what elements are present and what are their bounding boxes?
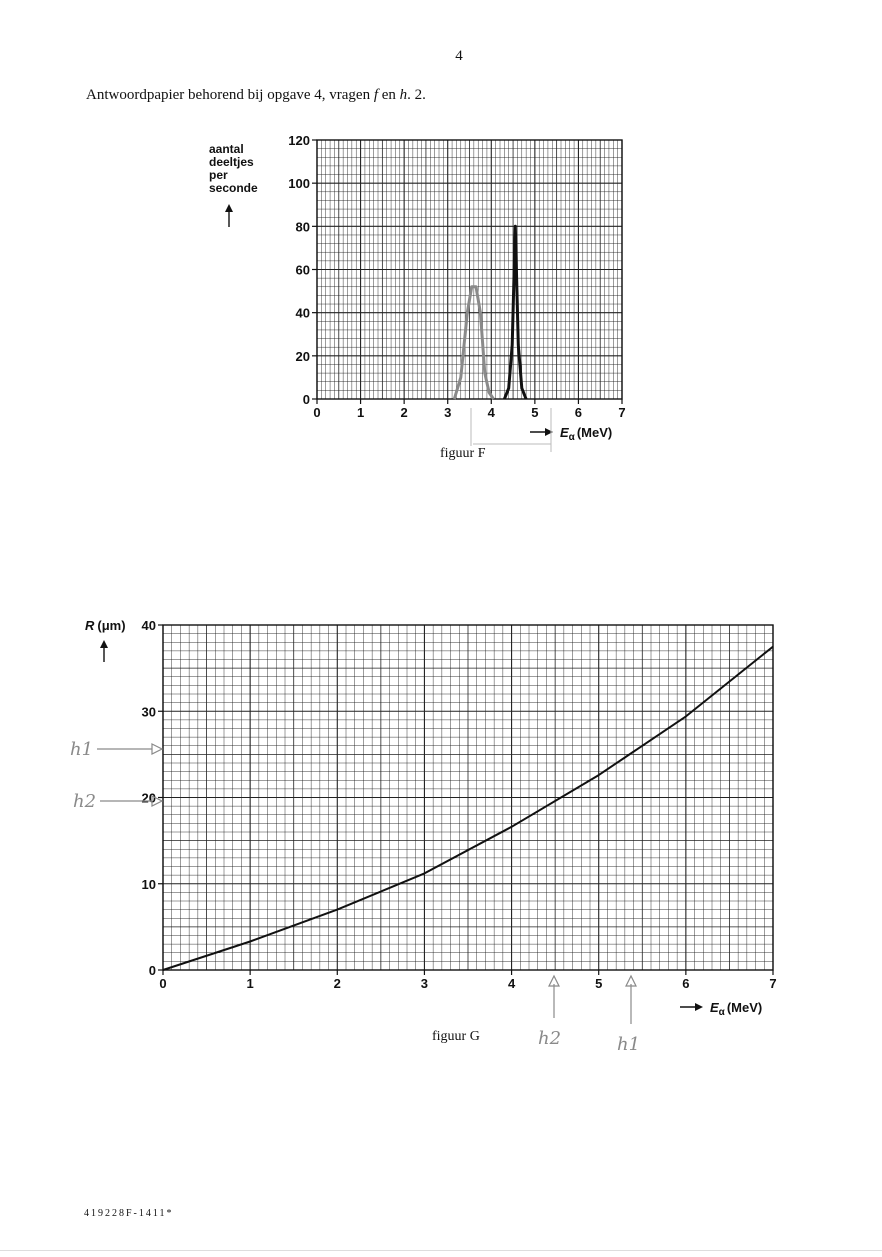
fig-f-x-tick-label: 0 (313, 405, 321, 420)
fig-g-ylabel-unit: (μm) (97, 618, 126, 633)
fig-f-y-tick-label: 0 (302, 392, 310, 407)
fig-f-ylabel-line: seconde (209, 181, 258, 195)
fig-g-xlabel-unit: (MeV) (726, 1000, 763, 1015)
fig-f-y-tick-label: 120 (288, 133, 310, 148)
fig-g-y-tick-label: 10 (141, 876, 156, 892)
fig-f-x-tick-label: 1 (356, 405, 365, 420)
fig-g-x-tick-label: 5 (595, 976, 603, 991)
fig-g-handwritten-h1-left: h1 (70, 739, 94, 760)
header-question-h: h (399, 87, 408, 103)
fig-g-ylabel (85, 618, 126, 633)
fig-g-y-tick-label: 30 (141, 704, 156, 720)
fig-g-xlabel-symbol: E (710, 1000, 719, 1015)
fig-g-plot (142, 618, 777, 991)
fig-g-xlabel (710, 1000, 762, 1018)
fig-g-pencil-arrowhead-h1 (152, 744, 162, 754)
fig-f-x-tick-label: 7 (618, 405, 626, 420)
fig-g-x-tick-label: 4 (507, 976, 516, 991)
page-number: 4 (455, 48, 463, 64)
fig-g-y-tick-label: 0 (148, 963, 156, 978)
header-question-f: f (373, 87, 378, 103)
figure-g-caption: figuur G (432, 1029, 480, 1044)
fig-g-handwritten-h2-bottom: h2 (538, 1028, 562, 1049)
fig-g-y-tick-label: 20 (141, 790, 156, 806)
fig-g-x-tick-label: 0 (159, 976, 167, 991)
figure-f-caption: figuur F (440, 446, 486, 461)
fig-f-x-tick-label: 5 (531, 405, 539, 420)
header-prefix: Antwoordpapier behorend bij opgave 4, vragen (86, 87, 374, 103)
fig-g-x-tick-label: 7 (769, 976, 777, 991)
fig-f-xlabel-sub: α (568, 432, 575, 443)
fig-f-x-tick-label: 3 (444, 405, 452, 420)
fig-f-y-tick-label: 100 (288, 176, 310, 192)
fig-g-handwritten-h2-left: h2 (73, 791, 97, 812)
fig-g-handwritten-h1-bottom: h1 (617, 1034, 641, 1055)
fig-f-ylabel-line: per (209, 168, 228, 182)
fig-f-y-tick-label: 40 (295, 305, 310, 321)
header-suffix: . 2. (407, 87, 426, 103)
bottom-rule (0, 1250, 882, 1251)
fig-f-xlabel-symbol: E (560, 425, 569, 440)
fig-f-x-tick-label: 6 (574, 405, 583, 420)
fig-f-x-tick-label: 2 (400, 405, 408, 420)
fig-g-x-tick-label: 3 (420, 976, 429, 991)
fig-g-ylabel-arrowhead (100, 640, 108, 648)
fig-f-y-tick-label: 20 (295, 348, 310, 364)
fig-g-y-tick-label: 40 (141, 618, 156, 633)
fig-f-x-tick-label: 4 (487, 405, 495, 420)
fig-f-y-tick-label: 60 (295, 262, 310, 278)
fig-g-x-tick-label: 6 (682, 976, 690, 991)
fig-f-xlabel-unit: (MeV) (576, 425, 613, 440)
fig-f-ylabel-line: aantal (209, 142, 244, 156)
fig-g-x-tick-label: 2 (333, 976, 341, 991)
fig-f-ylabel-line: deeltjes (209, 155, 254, 169)
fig-g-ylabel-symbol: R (85, 618, 95, 633)
fig-g-xlabel-sub: α (718, 1007, 725, 1018)
header-mid: en (378, 87, 400, 103)
fig-g-x-tick-label: 1 (246, 976, 254, 991)
fig-f-y-tick-label: 80 (295, 219, 310, 235)
footer-code: 419228F-1411* (84, 1208, 174, 1219)
fig-g-xlabel-arrowhead (695, 1003, 703, 1011)
